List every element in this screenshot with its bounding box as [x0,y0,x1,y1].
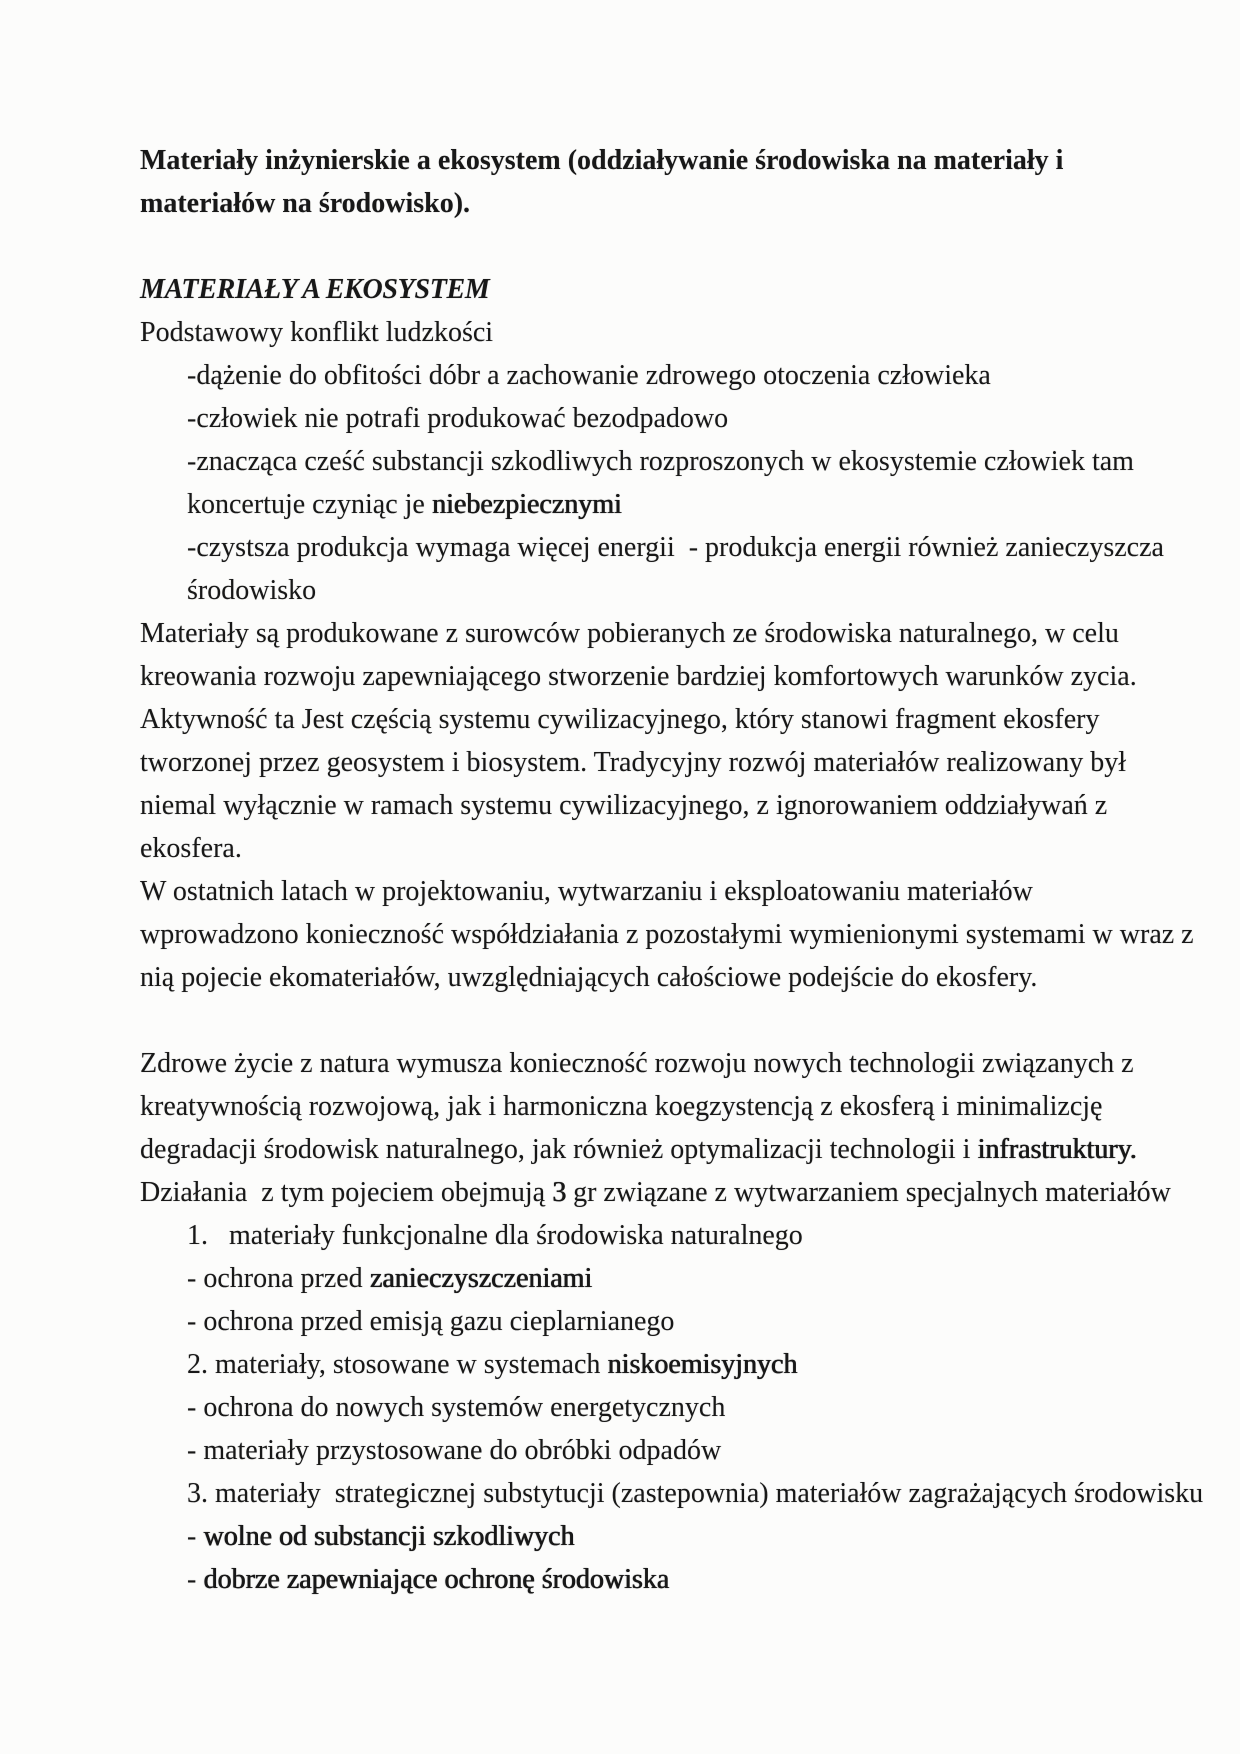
text-segment: - [187,1521,204,1552]
text-segment: ekosfera. [140,833,242,864]
text-segment: koncertuje czyniąc je [187,489,432,520]
text-line [140,526,1203,569]
text-segment: -człowiek nie potrafi produkować bezodpadowo [187,403,729,434]
text-line [140,483,1203,526]
text-line [140,612,1203,655]
text-segment: 2. materiały, stosowane w systemach [187,1349,608,1380]
text-line [140,956,1203,999]
text-segment: niemal wyłącznie w ramach systemu cywilizacyjnego, z ignorowaniem oddziaływań z [140,790,1108,821]
text-segment: Aktywność ta Jest częścią systemu cywilizacyjnego, który stanowi fragment ekosfery [140,704,1100,735]
text-line [140,1171,1203,1214]
text-line [140,827,1203,870]
text-line [140,1386,1203,1429]
text-line [140,440,1203,483]
text-line [140,1042,1203,1085]
text-line [140,1085,1203,1128]
text-segment: Materiały inżynierskie a ekosystem (oddziaływanie środowiska na materiały i [140,145,1064,176]
text-segment: tworzonej przez geosystem i biosystem. Tradycyjny rozwój materiałów realizowany był [140,747,1126,778]
text-line [140,1214,1203,1257]
text-segment: -znacząca cześć substancji szkodliwych rozproszonych w ekosystemie człowiek tam [187,446,1134,477]
text-line [140,1128,1203,1171]
text-segment: W ostatnich latach w projektowaniu, wytwarzaniu i eksploatowaniu materiałów [140,876,1033,907]
text-segment: degradacji środowisk naturalnego, jak również optymalizacji technologii i [140,1134,978,1165]
text-segment: gr związane z wytwarzaniem specjalnych materiałów [566,1177,1171,1208]
text-line [140,870,1203,913]
text-line [140,139,1203,182]
text-segment: - ochrona do nowych systemów energetycznych [187,1392,726,1423]
emphasized-text: dobrze zapewniające ochronę środowiska [203,1564,670,1595]
text-line [140,397,1203,440]
text-segment: kreatywnością rozwojową, jak i harmoniczna koegzystencją z ekosferą i minimalizcję [140,1091,1103,1122]
text-segment: - ochrona przed emisją gazu cieplarnianego [187,1306,675,1337]
emphasized-text: niebezpiecznymi [431,489,622,520]
text-segment: - materiały przystosowane do obróbki odpadów [187,1435,722,1466]
text-line [140,698,1203,741]
text-segment: Materiały są produkowane z surowców pobieranych ze środowiska naturalnego, w celu [140,618,1119,649]
text-line [140,569,1203,612]
text-line [140,784,1203,827]
emphasized-text: niskoemisyjnych [607,1349,798,1380]
blank-line [140,999,1203,1042]
text-line [140,1300,1203,1343]
text-line [140,1558,1203,1601]
text-segment: -dążenie do obfitości dóbr a zachowanie zdrowego otoczenia człowieka [187,360,991,391]
text-segment: - [187,1564,204,1595]
text-line [140,913,1203,956]
text-segment: Zdrowe życie z natura wymusza konieczność rozwoju nowych technologii związanych z [140,1048,1134,1079]
text-segment: środowisko [187,575,317,606]
text-line [140,1429,1203,1472]
emphasized-text: 3 [552,1177,567,1208]
text-line [140,354,1203,397]
text-segment: nią pojecie ekomateriałów, uwzględniających całościowe podejście do ekosfery. [140,962,1038,993]
text-line [140,1472,1203,1515]
text-segment: - ochrona przed [187,1263,370,1294]
text-segment: kreowania rozwoju zapewniającego stworzenie bardziej komfortowych warunków zycia. [140,661,1137,692]
emphasized-text: infrastruktury. [977,1134,1137,1165]
text-line [140,1515,1203,1558]
text-line [140,268,1203,311]
emphasized-text: wolne od substancji szkodliwych [203,1521,575,1552]
text-segment: 1. materiały funkcjonalne dla środowiska naturalnego [187,1220,803,1251]
document-text-block [140,139,1203,1601]
emphasized-text: zanieczyszczeniami [369,1263,592,1294]
blank-line [140,225,1203,268]
text-segment: 3. materiały strategicznej substytucji (zastepownia) materiałów zagrażających środowisku [187,1478,1204,1509]
text-line [140,182,1203,225]
text-segment: Podstawowy konflikt ludzkości [140,317,494,348]
text-line [140,1343,1203,1386]
text-line [140,1257,1203,1300]
text-segment: materiałów na środowisko). [140,188,471,219]
text-line [140,311,1203,354]
text-segment: wprowadzono konieczność współdziałania z pozostałymi wymienionymi systemami w wraz z [140,919,1194,950]
text-segment: -czystsza produkcja wymaga więcej energii - produkcja energii również zanieczyszcza [187,532,1164,563]
text-line [140,655,1203,698]
text-segment: Działania z tym pojeciem obejmują [140,1177,553,1208]
text-segment: MATERIAŁY A EKOSYSTEM [140,274,490,305]
text-line [140,741,1203,784]
